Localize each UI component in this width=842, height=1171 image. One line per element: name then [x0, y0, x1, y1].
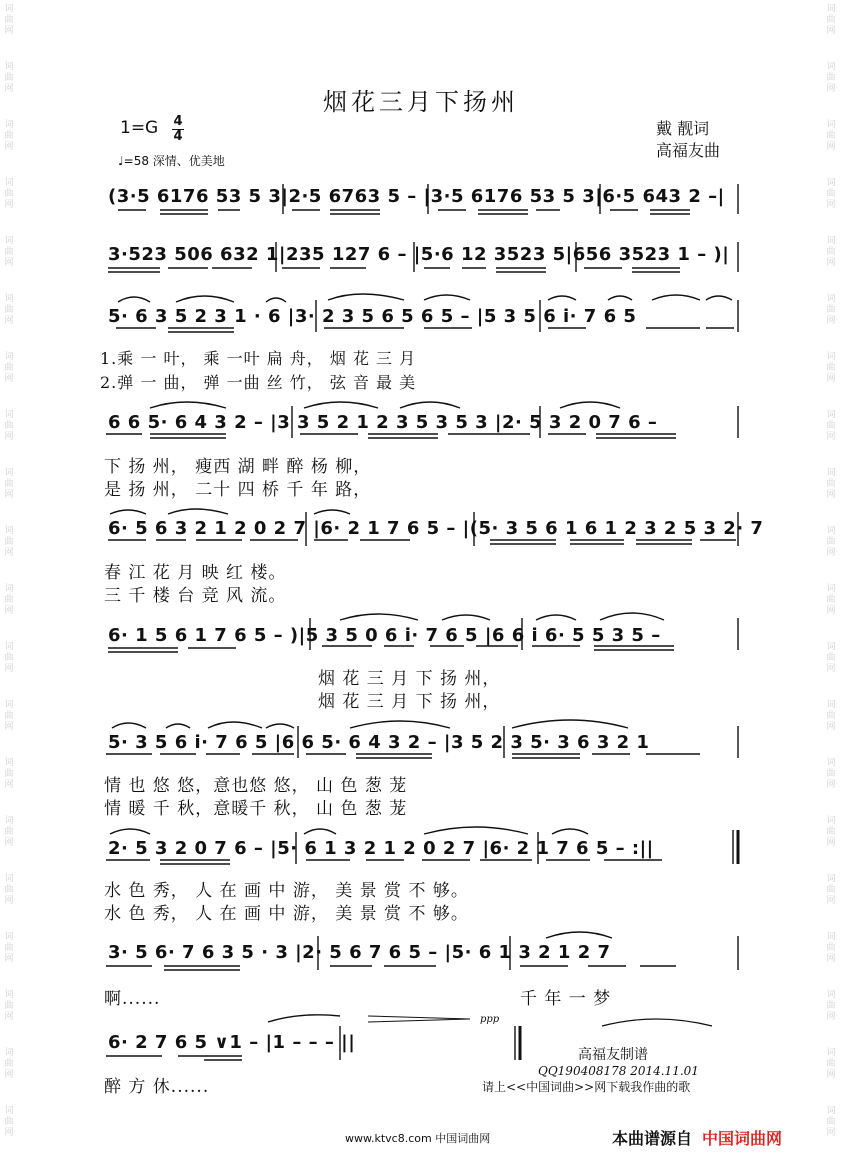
- watermark-char: 网: [826, 258, 836, 268]
- watermark-char: 曲: [4, 537, 14, 547]
- watermark-char: 网: [4, 200, 14, 210]
- watermark-char: 网: [826, 432, 836, 442]
- notation-system-7: 5· 3 5 6 i· 7 6 5 |6 6 5· 6 4 3 2 – |3 5 2 3 5· 3 6 3 2 1: [108, 732, 650, 753]
- watermark-char: 词: [826, 758, 836, 768]
- dynamic-ppp: ppp: [480, 1014, 500, 1025]
- watermark-char: 曲: [4, 73, 14, 83]
- watermark-char: 网: [826, 838, 836, 848]
- watermark-char: 网: [826, 664, 836, 674]
- watermark-char: 网: [826, 142, 836, 152]
- maker-contact: QQ190408178 2014.11.01: [538, 1064, 699, 1078]
- watermark-char: 曲: [4, 885, 14, 895]
- watermark-char: 网: [4, 664, 14, 674]
- watermark-char: 网: [826, 84, 836, 94]
- watermark-char: 网: [4, 490, 14, 500]
- watermark-char: 曲: [826, 885, 836, 895]
- watermark-char: 曲: [826, 363, 836, 373]
- watermark-char: 曲: [826, 711, 836, 721]
- watermark-char: 词: [826, 642, 836, 652]
- watermark-char: 词: [4, 468, 14, 478]
- footer-brand: 中国词曲网: [702, 1129, 783, 1148]
- watermark-char: 词: [4, 410, 14, 420]
- watermark-char: 词: [4, 584, 14, 594]
- watermark-char: 词: [4, 758, 14, 768]
- notation-system-2: 3·523 506 632 1|235 127 6 – |5·6 12 3523 5|656 3523 1 – )|: [108, 244, 730, 265]
- watermark-char: 词: [826, 178, 836, 188]
- lyrics-system-7-verse-1: 情 也 悠 悠，意也悠 悠， 山 色 葱 茏: [104, 776, 408, 796]
- watermark-char: 曲: [826, 305, 836, 315]
- key-signature: 1=G: [120, 118, 159, 138]
- score-maker: 高福友制谱: [578, 1047, 648, 1063]
- watermark-char: 曲: [826, 769, 836, 779]
- watermark-char: 网: [826, 1128, 836, 1138]
- watermark-char: 词: [4, 526, 14, 536]
- watermark-char: 网: [4, 26, 14, 36]
- watermark-char: 词: [826, 990, 836, 1000]
- notation-system-4: 6 6 5· 6 4 3 2 – |3 3 5 2 1 2 3 5 3 5 3 |2· 5 3 2 0 7 6 –: [108, 412, 658, 433]
- lyrics-system-8-verse-1: 水 色 秀， 人 在 画 中 游， 美 景 赏 不 够。: [104, 881, 469, 901]
- watermark-char: 曲: [4, 189, 14, 199]
- watermark-char: 词: [4, 990, 14, 1000]
- watermark-char: 曲: [826, 827, 836, 837]
- watermark-char: 词: [4, 236, 14, 246]
- watermark-char: 词: [4, 1048, 14, 1058]
- watermark-char: 词: [4, 700, 14, 710]
- watermark-char: 曲: [4, 769, 14, 779]
- time-signature-top: 4: [173, 114, 183, 129]
- watermark-char: 词: [4, 120, 14, 130]
- watermark-char: 词: [826, 236, 836, 246]
- watermark-char: 网: [4, 432, 14, 442]
- footer-source-label: 本曲谱源自: [612, 1129, 693, 1148]
- watermark-char: 网: [4, 606, 14, 616]
- watermark-char: 网: [4, 896, 14, 906]
- song-title: 烟花三月下扬州: [323, 88, 519, 116]
- lyrics-system-4-verse-2: 是 扬 州， 二十 四 桥 千 年 路，: [104, 480, 372, 500]
- watermark-char: 曲: [4, 15, 14, 25]
- notation-system-8: 2· 5 3 2 0 7 6 – |5· 6 1 3 2 1 2 0 2 7 |6· 2 1 7 6 5 – :||: [108, 838, 654, 859]
- watermark-char: 网: [826, 374, 836, 384]
- watermark-char: 词: [826, 4, 836, 14]
- watermark-char: 曲: [4, 827, 14, 837]
- watermark-char: 网: [4, 142, 14, 152]
- watermark-char: 曲: [826, 73, 836, 83]
- download-request: 请上<<中国词曲>>网下载我作曲的歌: [482, 1080, 691, 1094]
- lyricist-credit: 戴 靓词: [656, 119, 710, 138]
- watermark-char: 曲: [826, 1117, 836, 1127]
- watermark-char: 词: [4, 874, 14, 884]
- notation-system-6: 6· 1 5 6 1 7 6 5 – )|5 3 5 0 6 i· 7 6 5 |6 6 i 6· 5 5 3 5 –: [108, 625, 661, 646]
- watermark-char: 网: [4, 722, 14, 732]
- notation-system-1: (3·5 6176 53 5 3|2·5 6763 5 – |3·5 6176 53 5 3|6·5 643 2 –|: [108, 186, 725, 207]
- footer-site: www.ktvc8.com 中国词曲网: [345, 1132, 491, 1145]
- notation-system-3: 5· 6 3 5 2 3 1 · 6 |3· 2 3 5 6 5 6 5 – |5 3 5 6 i· 7 6 5: [108, 306, 637, 327]
- watermark-char: 网: [4, 374, 14, 384]
- watermark-char: 曲: [826, 189, 836, 199]
- watermark-char: 词: [4, 178, 14, 188]
- lyrics-system-9-line: 千 年 一 梦: [520, 989, 612, 1009]
- watermark-char: 曲: [4, 1059, 14, 1069]
- watermark-char: 曲: [4, 363, 14, 373]
- watermark-char: 网: [826, 896, 836, 906]
- watermark-char: 网: [826, 316, 836, 326]
- lyrics-system-6-verse-1: 烟 花 三 月 下 扬 州，: [318, 669, 501, 689]
- notation-system-9: 3· 5 6· 7 6 3 5 · 3 |2· 5 6 7 6 5 – |5· 6 1 3 2 1 2 7: [108, 942, 611, 963]
- watermark-char: 曲: [826, 421, 836, 431]
- watermark-char: 词: [826, 468, 836, 478]
- watermark-char: 网: [4, 954, 14, 964]
- watermark-char: 曲: [826, 595, 836, 605]
- watermark-char: 词: [826, 1048, 836, 1058]
- watermark-char: 网: [4, 838, 14, 848]
- watermark-char: 网: [826, 490, 836, 500]
- watermark-char: 网: [4, 1070, 14, 1080]
- watermark-char: 词: [826, 120, 836, 130]
- watermark-char: 曲: [826, 247, 836, 257]
- watermark-char: 曲: [4, 131, 14, 141]
- watermark-char: 词: [4, 816, 14, 826]
- lyrics-system-8-verse-2: 水 色 秀， 人 在 画 中 游， 美 景 赏 不 够。: [104, 904, 469, 924]
- watermark-char: 曲: [4, 711, 14, 721]
- lyrics-system-10: 醉 方 休......: [104, 1077, 210, 1097]
- notation-system-5: 6· 5 6 3 2 1 2 0 2 7 |6· 2 1 7 6 5 – |(5· 3 5 6 1 6 1 2 3 2 5 3 2· 7: [108, 518, 764, 539]
- watermark-char: 网: [4, 84, 14, 94]
- watermark-char: 词: [4, 642, 14, 652]
- watermark-char: 网: [4, 548, 14, 558]
- lyrics-system-7-verse-2: 情 暖 千 秋，意暖千 秋， 山 色 葱 茏: [104, 799, 408, 819]
- watermark-char: 词: [4, 4, 14, 14]
- lyrics-system-9-exclamation: 啊......: [104, 989, 161, 1009]
- lyrics-system-3-verse-1: 1.乘 一 叶， 乘 一叶 扁 舟， 烟 花 三 月: [100, 349, 417, 368]
- watermark-char: 曲: [826, 15, 836, 25]
- composer-credit: 高福友曲: [656, 141, 721, 160]
- watermark-char: 网: [826, 1012, 836, 1022]
- watermark-char: 网: [826, 722, 836, 732]
- watermark-char: 曲: [826, 1059, 836, 1069]
- watermark-char: 曲: [4, 943, 14, 953]
- watermark-char: 曲: [4, 1117, 14, 1127]
- watermark-char: 网: [826, 954, 836, 964]
- lyrics-system-4-verse-1: 下 扬 州， 瘦西 湖 畔 醉 杨 柳，: [104, 457, 372, 477]
- watermark-char: 词: [826, 932, 836, 942]
- watermark-char: 网: [4, 258, 14, 268]
- watermark-char: 网: [4, 1128, 14, 1138]
- watermark-char: 网: [826, 548, 836, 558]
- lyrics-system-5-verse-1: 春 江 花 月 映 红 楼。: [104, 563, 287, 583]
- watermark-char: 词: [826, 526, 836, 536]
- watermark-char: 网: [4, 316, 14, 326]
- watermark-char: 词: [4, 62, 14, 72]
- watermark-char: 词: [4, 294, 14, 304]
- watermark-char: 网: [826, 780, 836, 790]
- watermark-char: 网: [4, 1012, 14, 1022]
- watermark-char: 网: [826, 1070, 836, 1080]
- watermark-char: 曲: [826, 943, 836, 953]
- watermark-char: 曲: [4, 653, 14, 663]
- watermark-char: 网: [4, 780, 14, 790]
- lyrics-system-6-verse-2: 烟 花 三 月 下 扬 州，: [318, 692, 501, 712]
- watermark-char: 曲: [4, 247, 14, 257]
- watermark-char: 网: [826, 606, 836, 616]
- lyrics-system-5-verse-2: 三 千 楼 台 竞 风 流。: [104, 586, 287, 606]
- watermark-char: 词: [826, 816, 836, 826]
- watermark-char: 词: [826, 62, 836, 72]
- watermark-char: 词: [826, 410, 836, 420]
- tempo-marking: ♩=58 深情、优美地: [118, 154, 225, 168]
- watermark-char: 词: [826, 584, 836, 594]
- watermark-char: 曲: [4, 305, 14, 315]
- watermark-char: 曲: [826, 479, 836, 489]
- watermark-char: 曲: [4, 421, 14, 431]
- watermark-char: 曲: [4, 595, 14, 605]
- watermark-char: 词: [4, 1106, 14, 1116]
- watermark-char: 曲: [4, 1001, 14, 1011]
- watermark-char: 词: [826, 874, 836, 884]
- watermark-char: 曲: [826, 537, 836, 547]
- watermark-char: 词: [4, 932, 14, 942]
- watermark-char: 词: [826, 1106, 836, 1116]
- watermark-char: 网: [826, 26, 836, 36]
- watermark-char: 词: [826, 352, 836, 362]
- watermark-char: 曲: [826, 653, 836, 663]
- lyrics-system-3-verse-2: 2.弹 一 曲， 弹 一曲 丝 竹， 弦 音 最 美: [100, 373, 417, 392]
- watermark-char: 曲: [826, 1001, 836, 1011]
- notation-system-10: 6· 2 7 6 5 ∨1 – |1 – – – ||: [108, 1032, 356, 1053]
- watermark-char: 曲: [826, 131, 836, 141]
- watermark-char: 词: [4, 352, 14, 362]
- watermark-char: 网: [826, 200, 836, 210]
- time-signature-bottom: 4: [173, 129, 183, 144]
- watermark-char: 词: [826, 294, 836, 304]
- watermark-char: 词: [826, 700, 836, 710]
- watermark-char: 曲: [4, 479, 14, 489]
